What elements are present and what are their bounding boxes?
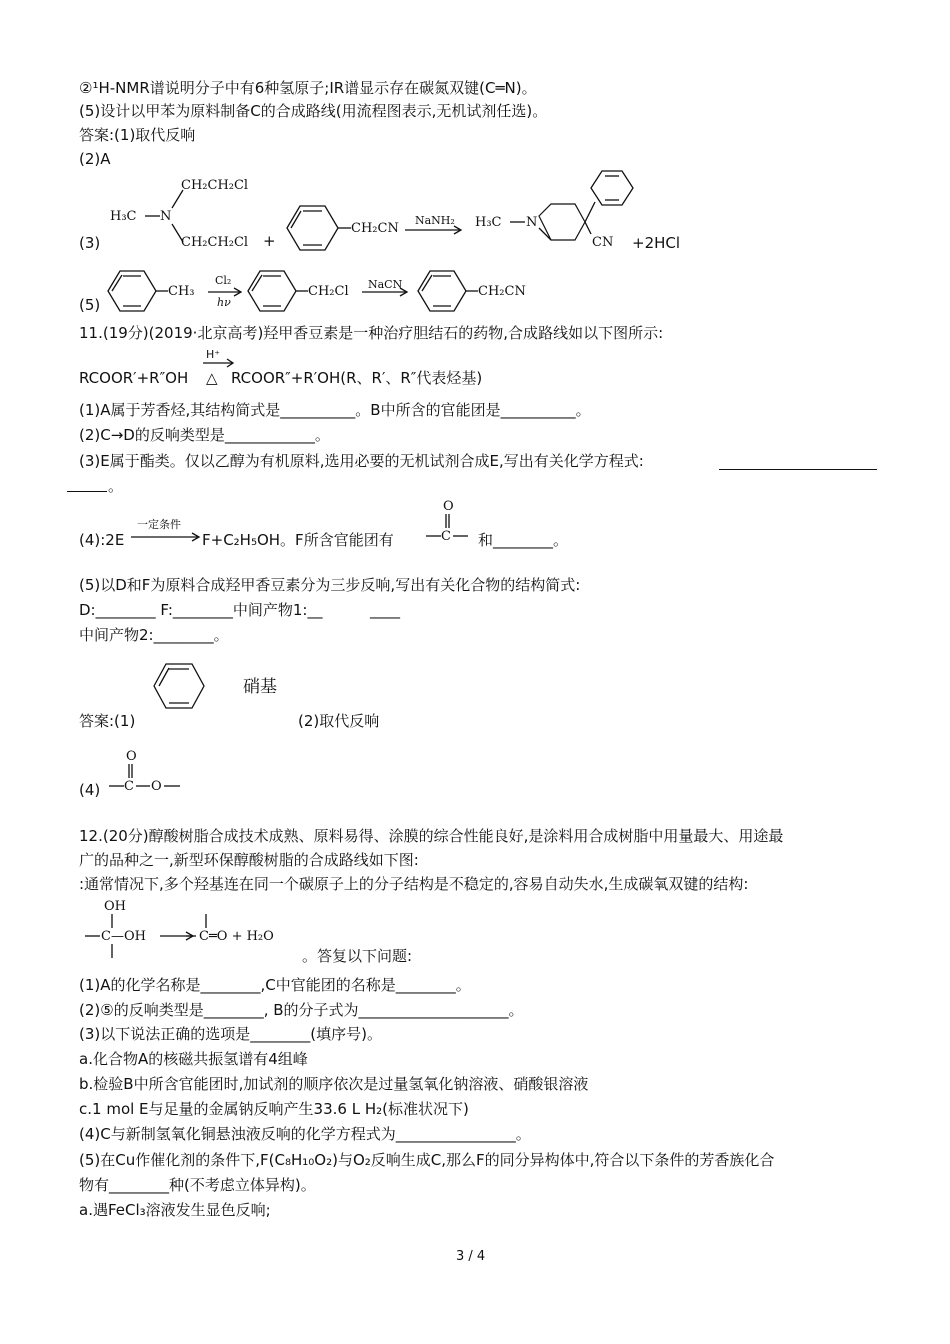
o-label: O [443, 499, 454, 514]
q11-4-mid: F+C₂H₅OH。F所含官能团有 [202, 531, 394, 549]
nmr-condition: ②¹H-NMR谱说明分子中有6种氢原子;IR谱显示存在碳氮双键(C═N)。 [79, 79, 537, 97]
rx-heat: △ [206, 369, 218, 387]
q12-5a: a.遇FeCl₃溶液发生显色反响; [79, 1201, 271, 1219]
rx-catalyst: H⁺ [206, 348, 221, 361]
answer-2: (2)A [79, 150, 111, 168]
q12-5: (5)在Cu作催化剂的条件下,F(C₈H₁₀O₂)与O₂反响生成C,那么F的同分异构体中,符合以下条件的芳香族化合 [79, 1151, 775, 1169]
q11-5-blanks: D:________ F:________中间产物1:__ [79, 601, 323, 619]
n-label: N [526, 215, 538, 230]
benzene-ring [418, 271, 466, 311]
c-eq-o-label: C═O + H₂O [199, 929, 274, 944]
bond [585, 202, 595, 222]
q12-4: (4)C与新制氢氧化铜悬浊液反响的化学方程式为________________。 [79, 1125, 531, 1143]
q12-3: (3)以下说法正确的选项是________(填序号)。 [79, 1025, 382, 1043]
q10-5: (5)设计以甲苯为原料制备C的合成路线(用流程图表示,无机试剂任选)。 [79, 102, 548, 120]
q11-5-intermediate2: 中间产物2:________。 [79, 626, 229, 644]
page-number: 3 / 4 [456, 1249, 486, 1264]
n-label: N [160, 209, 172, 224]
rx-arrow [202, 358, 236, 368]
ester-structure [106, 744, 186, 796]
answer-3-hcl: +2HCl [632, 234, 681, 252]
answer-blank [719, 455, 877, 470]
ch2cn-label: CH₂CN [351, 221, 399, 236]
q11-3: (3)E属于酯类。仅以乙醇为有机原料,选用必要的无机试剂合成E,写出有关化学方程式: [79, 452, 644, 470]
answer-5-route [100, 264, 560, 314]
q11-4-left: (4):2E [79, 531, 125, 549]
c-oh-label: C—OH [101, 929, 146, 944]
ch2ch2cl-label: CH₂CH₂Cl [181, 178, 249, 193]
ch2cn-label: CH₂CN [478, 284, 526, 299]
benzene-ring [108, 271, 156, 311]
hv-label: hν [217, 296, 231, 309]
rx-right: RCOOR″+R′OH(R、R′、R″代表烃基) [231, 369, 483, 387]
answer-3-reaction [105, 168, 705, 264]
nacn-label: NaCN [368, 278, 403, 291]
q11-4-right: 和________。 [478, 531, 569, 549]
q11-4-condition: 一定条件 [137, 518, 181, 531]
h3c-label: H₃C [110, 209, 137, 224]
gem-diol-dehydration [82, 896, 302, 962]
c-label: C [124, 779, 134, 794]
o-label: O [151, 779, 162, 794]
q12-1: (1)A的化学名称是________,C中官能团的名称是________。 [79, 976, 471, 994]
answer11-1: 答案:(1) [79, 712, 136, 730]
answer-blank [67, 477, 107, 492]
ch2ch2cl-label: CH₂CH₂Cl [181, 235, 249, 250]
carbonyl-structure [422, 496, 472, 546]
benzene-ring [154, 664, 204, 708]
cn-label: CN [592, 235, 614, 250]
ch3-label: CH₃ [168, 284, 195, 299]
o-label: O [126, 749, 137, 764]
q11-2: (2)C→D的反响类型是____________。 [79, 426, 330, 444]
q11-5: (5)以D和F为原料合成羟甲香豆素分为三步反响,写出有关化合物的结构简式: [79, 576, 581, 594]
answer-nitro: 硝基 [243, 677, 277, 697]
q12-note: :通常情况下,多个羟基连在同一个碳原子上的分子结构是不稳定的,容易自动失水,生成碳氧双键的结构: [79, 875, 749, 893]
bond [585, 222, 591, 234]
q12-5-cont: 物有________种(不考虑立体异构)。 [79, 1176, 316, 1194]
q12-3c: c.1 mol E与足量的金属钠反响产生33.6 L H₂(标准状况下) [79, 1100, 469, 1118]
q12-3a: a.化合物A的核磁共振氢谱有4组峰 [79, 1050, 308, 1068]
answer-1: 答案:(1)取代反响 [79, 126, 196, 144]
benzene-ring [287, 206, 338, 250]
answer-3-label: (3) [79, 234, 101, 252]
h3c-label: H₃C [475, 215, 502, 230]
answer11-4: (4) [79, 781, 101, 799]
rx-left: RCOOR′+R″OH [79, 369, 189, 387]
q11-3-end: 。 [108, 477, 124, 495]
answer11-2: (2)取代反响 [298, 712, 380, 730]
q12-2: (2)⑤的反响类型是________, B的分子式为____________________。 [79, 1001, 524, 1019]
plus-sign: + [263, 232, 276, 250]
q12-answer-prompt: 。答复以下问题: [302, 947, 413, 965]
q11-5-blanks-tail: ____ [370, 601, 400, 619]
bond [539, 228, 551, 240]
bond [159, 668, 169, 686]
q12-title-cont: 广的品种之一,新型环保醇酸树脂的合成路线如下图: [79, 851, 419, 869]
nanh2-label: NaNH₂ [415, 214, 455, 227]
answer-benzene [148, 656, 218, 718]
cl2-label: Cl₂ [215, 274, 232, 287]
answer-5-label: (5) [79, 296, 101, 314]
ch2cl-label: CH₂Cl [308, 284, 349, 299]
q11-title: 11.(19分)(2019·北京高考)羟甲香豆素是一种治疗胆结石的药物,合成路线如以下图所示: [79, 324, 664, 342]
q12-title: 12.(20分)醇酸树脂合成技术成熟、原料易得、涂膜的综合性能良好,是涂料用合成树脂中用量最大、用途最 [79, 827, 784, 845]
benzene-ring [248, 271, 296, 311]
q11-4-arrow [130, 532, 202, 542]
oh-label: OH [104, 899, 126, 914]
c-label: C [441, 529, 451, 544]
q12-3b: b.检验B中所含官能团时,加试剂的顺序依次是过量氢氧化钠溶液、硝酸银溶液 [79, 1075, 589, 1093]
q11-1: (1)A属于芳香烃,其结构简式是__________。B中所含的官能团是__________。 [79, 401, 591, 419]
